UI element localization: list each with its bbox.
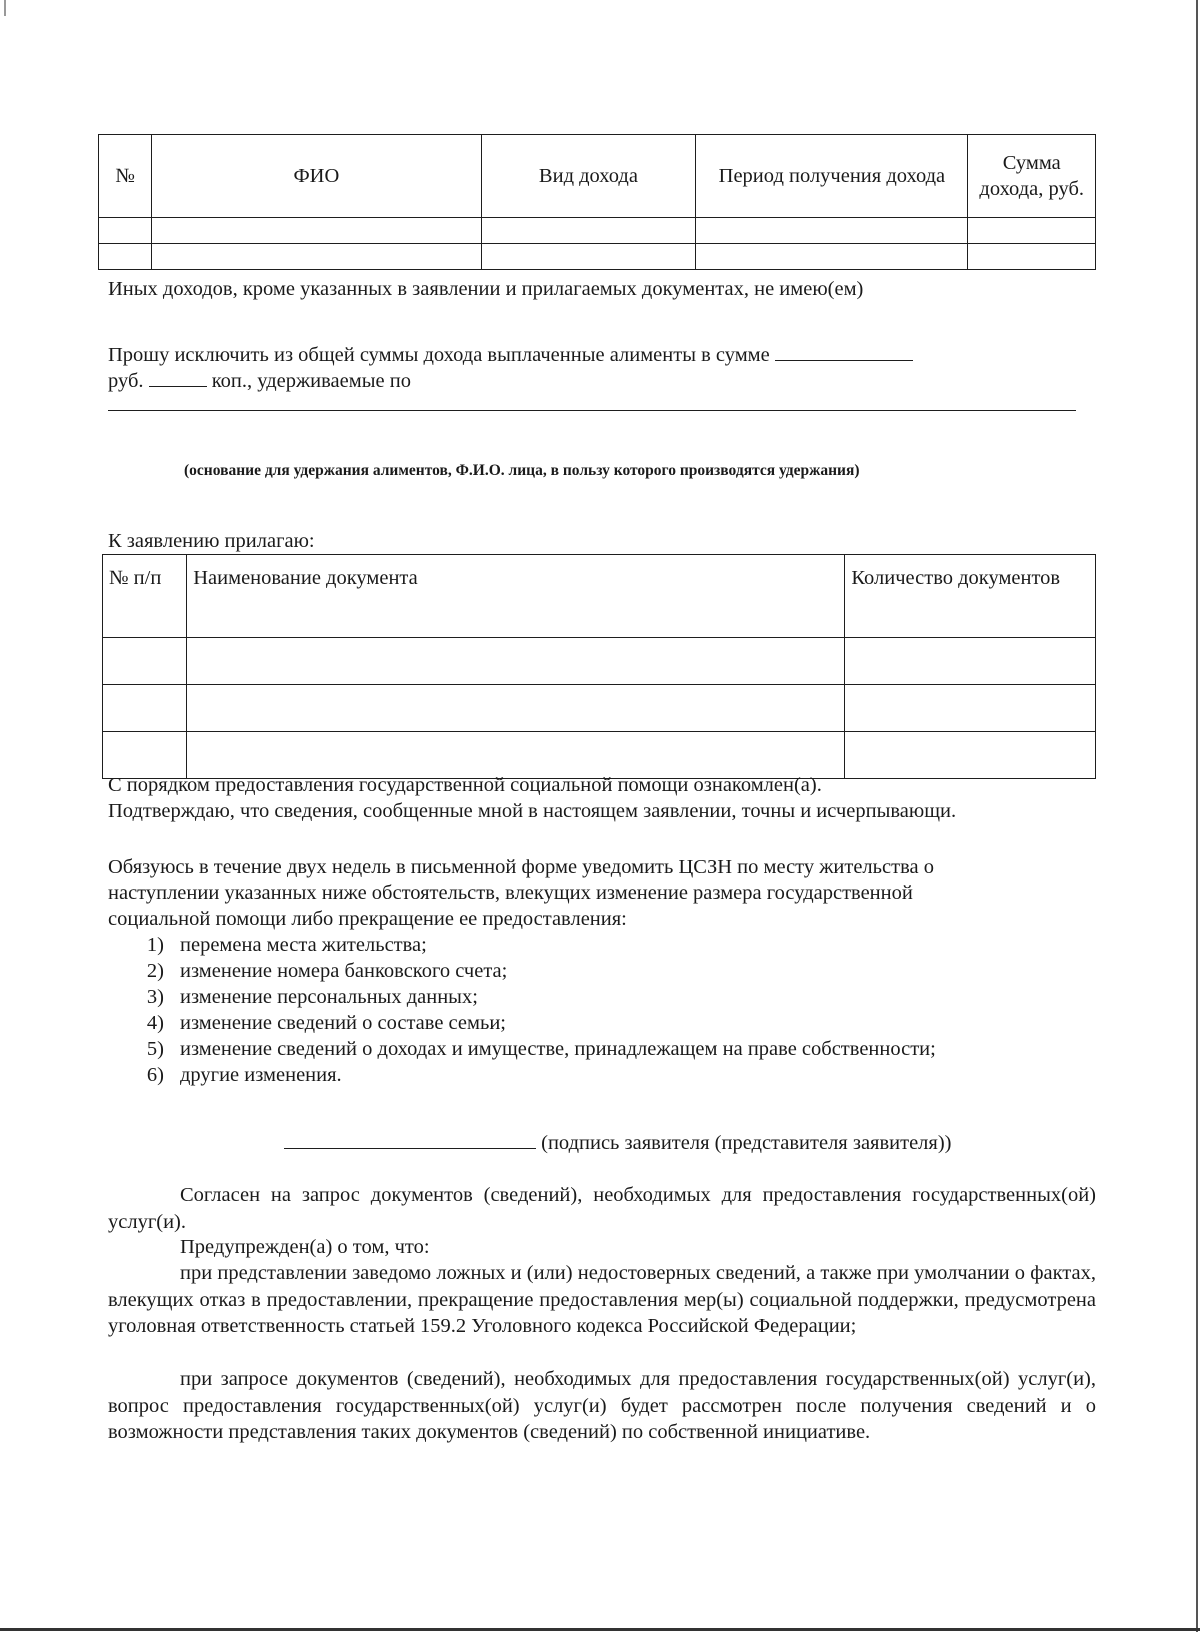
alimony-request-line2: руб. коп., удерживаемые по — [108, 366, 411, 394]
income-table — [98, 134, 1096, 270]
document-page: № ФИО Вид дохода Период получения дохода Сумма дохода, руб. Иных доходов, кроме указанных в заявлении и прилагаемых документах, не имею(ем) Прошу исключить из общей суммы дохода выплаченные алименты в сумме руб. коп., удерживаемые по (основание для удержания алиментов, Ф.И.О. лица, в пользу которого производятся удержания) К заявлению прилагаю: № п/п Наименование документа Количество документов С порядком предоставления государственной социальной помощи ознакомлен(а). Подтверждаю, что сведения, сообщенные мной в настоящем заявлении, точны и исчерпывающи. Обязуюсь в течение двух недель в письменной форме уведомить ЦСЗН по месту жительства о наступлении указанных ниже обстоятельств, влекущих изменение размера государственной социальной помощи либо прекращение ее предоставления: 1) перемена места жительства; 2) изменение номера банковского счета; 3) изменение персональных данных; 4) изменение сведений о составе семьи; 5) изменение сведений о доходах и имуществе, принадлежащем на праве собственности; 6) другие изменения. (подпись заявителя (представителя заявителя)) Согласен на запрос документов (сведений), необходимых для предоставления государственных(ой) услуг(и). Предупрежден(а) о том, что: при представлении заведомо ложных и (или) недостоверных сведений, а также при умолчании о фактах, влекущих отказ в предоставлении, прекращение предоставления мер(ы) социальной поддержки, предусмотрена уголовная ответственность статьей 159.2 Уголовного кодекса Российской Федерации; при запросе документов (сведений), необходимых для предоставления государственных(ой) услуг(и), вопрос предоставления государственных(ой) услуг(и) будет рассмотрен после получения сведений и о возможности представления таких документов (сведений) по собственной инициативе. — [0, 0, 1200, 1632]
obligation-line3: социальной помощи либо прекращение ее предоставления: — [108, 908, 627, 930]
warning-paragraph-1: при представлении заведомо ложных и (или) недостоверных сведений, а также при умолчании о фактах, влекущих отказ в предоставлении, прекращение предоставления мер(ы) социальной поддержки, предусмотрена уголовная ответственность статьей 159.2 Уголовного кодекса Российской Федерации; — [108, 1262, 1096, 1337]
income-col-fio: ФИО — [152, 135, 481, 218]
income-table-header-row — [99, 135, 1096, 218]
income-col-type: Вид дохода — [481, 135, 696, 218]
obligation-line2: наступлении указанных ниже обстоятельств, влекущих изменение размера государственной — [108, 882, 913, 904]
attach-col-number: № п/п — [103, 555, 187, 638]
consent-paragraph: Согласен на запрос документов (сведений), необходимых для предоставления государственных(ой) услуг(и). — [108, 1184, 1096, 1233]
attachments-heading: К заявлению прилагаю: — [108, 530, 315, 552]
attach-col-count: Количество документов — [845, 555, 1096, 638]
table-row — [99, 218, 1096, 244]
alimony-kop-field[interactable] — [149, 366, 207, 387]
scan-artifact — [0, 1628, 1200, 1631]
attach-col-name: Наименование документа — [187, 555, 845, 638]
scan-artifact — [4, 0, 6, 16]
income-col-number: № — [99, 135, 152, 218]
attachments-table — [102, 554, 1096, 779]
table-row — [99, 244, 1096, 270]
alimony-sum-field[interactable] — [775, 340, 913, 361]
obligation-line1: Обязуюсь в течение двух недель в письменной форме уведомить ЦСЗН по месту жительства о — [108, 856, 934, 878]
signature-field[interactable] — [284, 1128, 536, 1149]
no-other-income-statement: Иных доходов, кроме указанных в заявлении и прилагаемых документах, не имею(ем) — [108, 278, 864, 300]
income-col-period: Период получения дохода — [696, 135, 968, 218]
alimony-basis-caption: (основание для удержания алиментов, Ф.И.О. лица, в пользу которого производятся удержания) — [184, 462, 860, 479]
table-row — [103, 638, 1096, 685]
warning-paragraph-2: при запросе документов (сведений), необходимых для предоставления государственных(ой) услуг(и), вопрос предоставления государственных(ой) услуг(и) будет рассмотрен после получения сведений и о возможности представления таких документов (сведений) по собственной инициативе. — [108, 1368, 1096, 1443]
alimony-request-line1: Прошу исключить из общей суммы дохода выплаченные алименты в сумме — [108, 340, 913, 368]
attachments-table-header-row — [103, 555, 1096, 638]
table-row — [103, 685, 1096, 732]
alimony-basis-field[interactable] — [108, 410, 1076, 411]
scan-artifact — [1196, 0, 1198, 1632]
warning-heading: Предупрежден(а) о том, что: — [180, 1236, 430, 1258]
income-col-sum: Сумма дохода, руб. — [968, 135, 1096, 218]
acknowledgement-line: С порядком предоставления государственной социальной помощи ознакомлен(а). — [108, 774, 822, 796]
applicant-signature-line: (подпись заявителя (представителя заявителя)) — [284, 1128, 952, 1156]
confirmation-line: Подтверждаю, что сведения, сообщенные мной в настоящем заявлении, точны и исчерпывающи. — [108, 800, 957, 822]
